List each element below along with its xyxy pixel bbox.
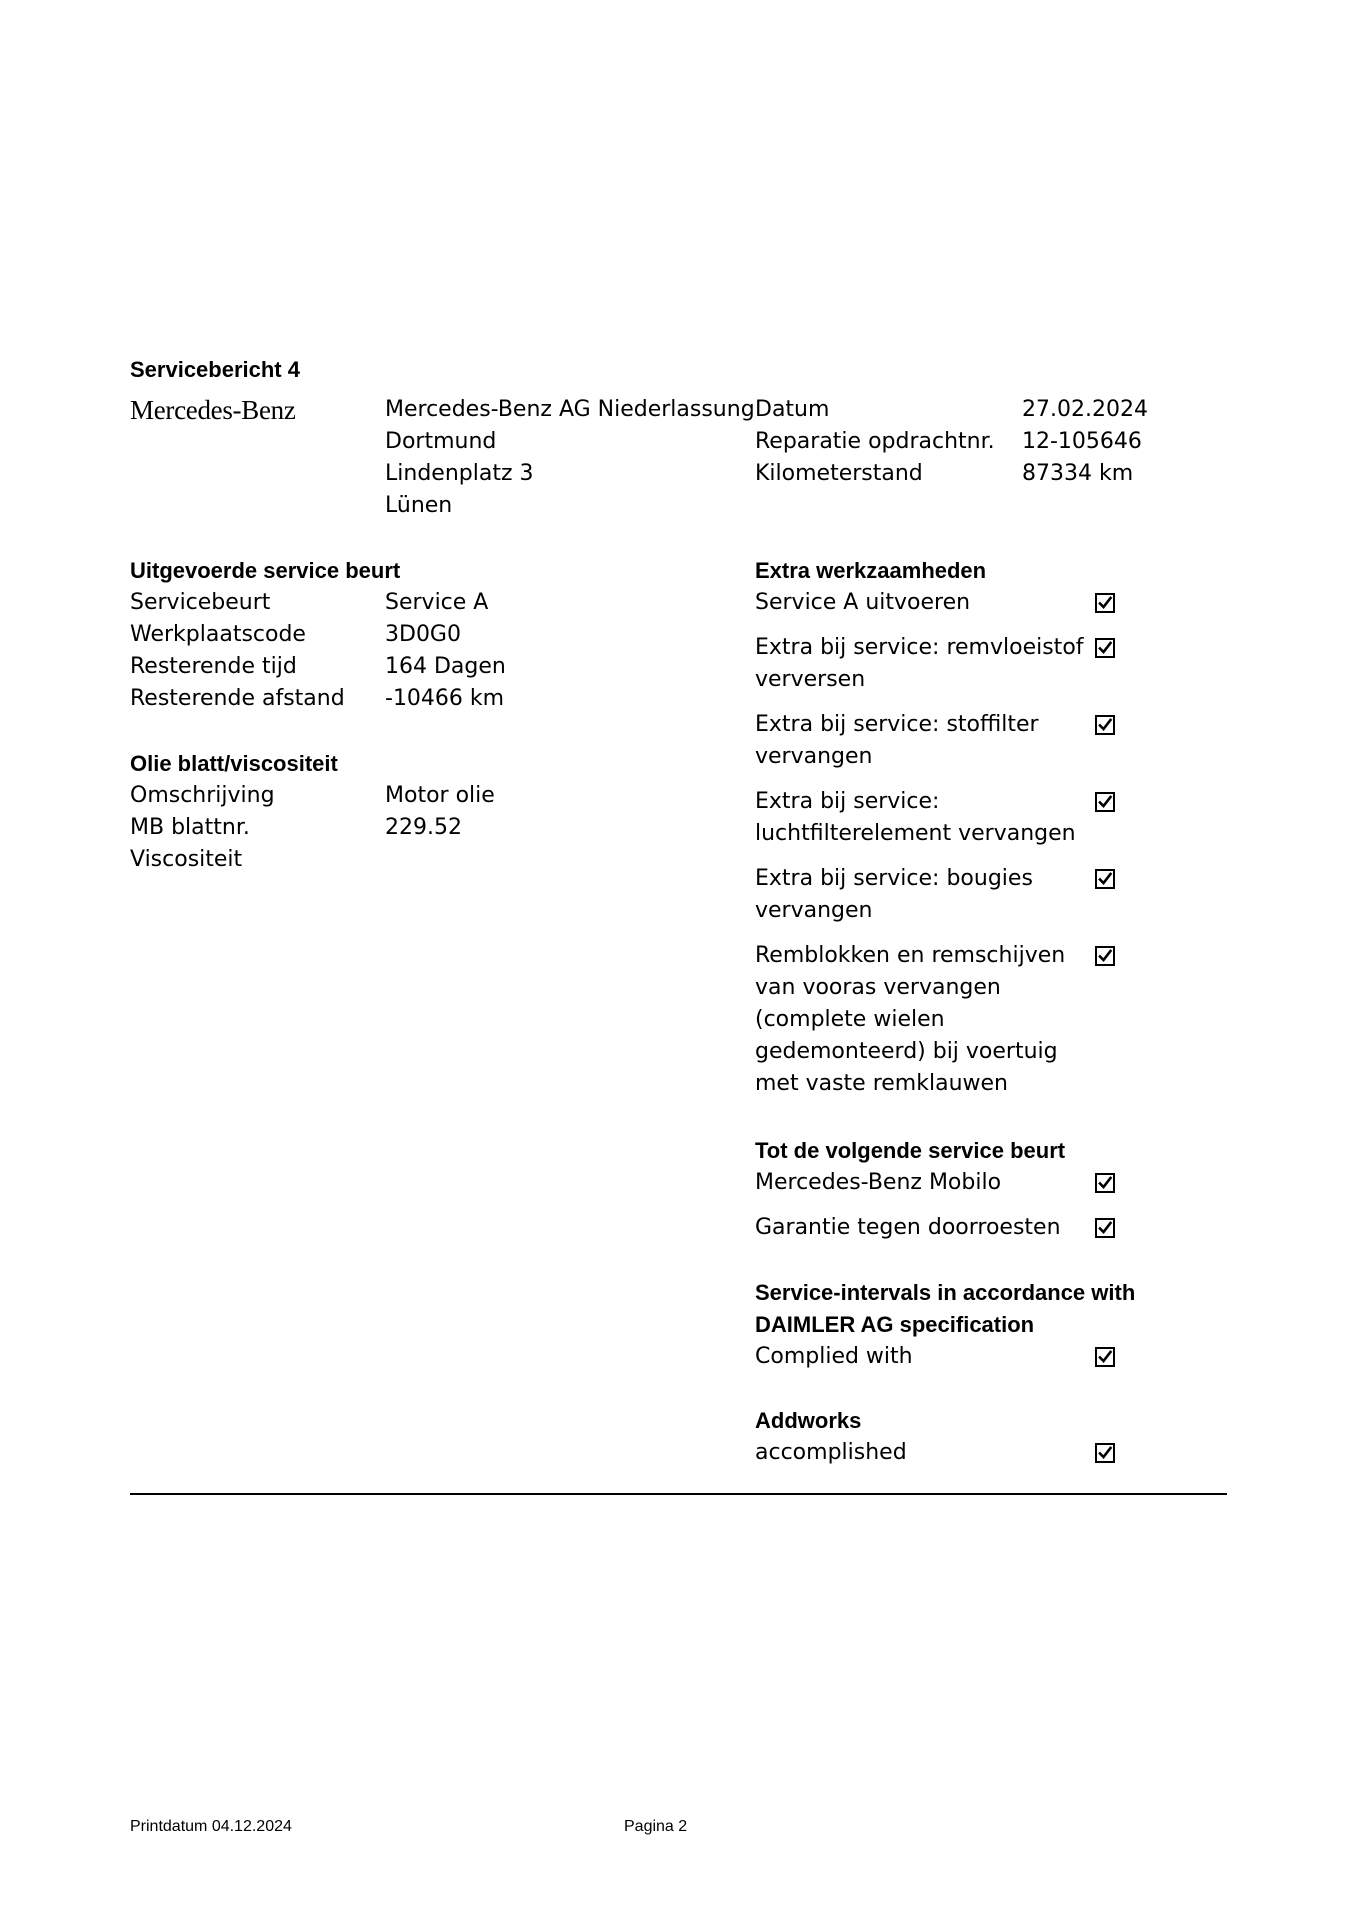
- checklist-item: [755, 587, 1195, 619]
- service-heading: Uitgevoerde service beurt: [130, 558, 401, 583]
- intervals-heading-line-2: DAIMLER AG specification: [755, 1312, 1035, 1337]
- checklist-item-text: Garantie tegen doorroesten: [755, 1215, 1061, 1240]
- intervals-heading-line-1: Service-intervals in accordance with: [755, 1280, 1136, 1305]
- checklist-item-text: verversen: [755, 667, 866, 692]
- meta-value-mileage: 87334 km: [1022, 461, 1134, 486]
- oil-label: Viscositeit: [130, 847, 243, 872]
- checklist-item-text: (complete wielen: [755, 1007, 945, 1032]
- checklist-item-text: vervangen: [755, 744, 873, 769]
- service-value: 3D0G0: [385, 622, 461, 647]
- meta-label-date: Datum: [755, 397, 830, 422]
- checklist-item-text: Mercedes-Benz Mobilo: [755, 1170, 1002, 1195]
- checklist-item: [755, 786, 1195, 850]
- checklist-item: [755, 709, 1195, 773]
- dealer-line-2: Dortmund: [385, 429, 497, 454]
- checkbox-checked-icon: [1095, 1347, 1115, 1367]
- oil-heading: Olie blatt/viscositeit: [130, 751, 338, 776]
- dealer-line-4: Lünen: [385, 493, 453, 518]
- checklist-item-text: van vooras vervangen: [755, 975, 1001, 1000]
- oil-values: [385, 780, 495, 844]
- checklist-item-text: Complied with: [755, 1344, 913, 1369]
- checklist-item-text: met vaste remklauwen: [755, 1071, 1008, 1096]
- next-service-heading: Tot de volgende service beurt: [755, 1138, 1066, 1163]
- addworks-heading: Addworks: [755, 1408, 862, 1433]
- mercedes-benz-logo: Mercedes-Benz: [130, 395, 296, 425]
- checklist-item-text: Remblokken en remschijven: [755, 943, 1066, 968]
- service-label: Servicebeurt: [130, 590, 271, 615]
- service-value: Service A: [385, 590, 489, 615]
- checkbox-checked-icon: [1095, 715, 1115, 735]
- checkbox-checked-icon: [1095, 638, 1115, 658]
- service-values: [385, 587, 506, 715]
- meta-values: [1022, 394, 1148, 490]
- checklist-item: [755, 1437, 1195, 1469]
- page-number: Pagina 2: [624, 1818, 688, 1835]
- meta-labels: [755, 394, 995, 490]
- oil-value: Motor olie: [385, 783, 495, 808]
- service-label: Resterende afstand: [130, 686, 345, 711]
- checklist-item-text: Service A uitvoeren: [755, 590, 971, 615]
- checklist-item-text: vervangen: [755, 898, 873, 923]
- checkbox-checked-icon: [1095, 1443, 1115, 1463]
- oil-label: MB blattnr.: [130, 815, 250, 840]
- oil-label: Omschrijving: [130, 783, 275, 808]
- checklist-item-text: accomplished: [755, 1440, 907, 1465]
- checkbox-checked-icon: [1095, 792, 1115, 812]
- checklist-item: [755, 863, 1195, 927]
- horizontal-divider: [130, 1493, 1227, 1495]
- checklist-item: [755, 1341, 1195, 1373]
- service-label: Resterende tijd: [130, 654, 297, 679]
- service-section: [130, 555, 400, 587]
- checklist-item: [755, 940, 1195, 1100]
- checklist-item-text: Extra bij service: remvloeistof: [755, 635, 1084, 660]
- checkbox-checked-icon: [1095, 1218, 1115, 1238]
- checkbox-checked-icon: [1095, 946, 1115, 966]
- checkbox-checked-icon: [1095, 1173, 1115, 1193]
- oil-value: 229.52: [385, 815, 462, 840]
- meta-label-order: Reparatie opdrachtnr.: [755, 429, 995, 454]
- checkbox-checked-icon: [1095, 869, 1115, 889]
- checklist-item-text: Extra bij service: bougies: [755, 866, 1033, 891]
- checklist-item-text: Extra bij service:: [755, 789, 940, 814]
- meta-value-date: 27.02.2024: [1022, 397, 1148, 422]
- meta-value-order: 12-105646: [1022, 429, 1142, 454]
- dealer-line-3: Lindenplatz 3: [385, 461, 534, 486]
- checklist-item: [755, 1167, 1195, 1199]
- service-label: Werkplaatscode: [130, 622, 306, 647]
- dealer-line-1: Mercedes-Benz AG Niederlassung: [385, 397, 755, 422]
- extra-heading: Extra werkzaamheden: [755, 558, 987, 583]
- print-date: Printdatum 04.12.2024: [130, 1818, 292, 1835]
- checkbox-checked-icon: [1095, 593, 1115, 613]
- checklist-item-text: Extra bij service: stoffilter: [755, 712, 1039, 737]
- service-labels: [130, 587, 345, 715]
- meta-label-mileage: Kilometerstand: [755, 461, 923, 486]
- dealer-address: [385, 394, 755, 522]
- service-value: -10466 km: [385, 686, 505, 711]
- page-title: Servicebericht 4: [130, 357, 300, 382]
- service-value: 164 Dagen: [385, 654, 506, 679]
- checklist-item-text: luchtfilterelement vervangen: [755, 821, 1076, 846]
- checklist-item: [755, 1212, 1195, 1244]
- checklist-item-text: gedemonteerd) bij voertuig: [755, 1039, 1058, 1064]
- checklist-item: [755, 632, 1195, 696]
- oil-labels: [130, 780, 275, 876]
